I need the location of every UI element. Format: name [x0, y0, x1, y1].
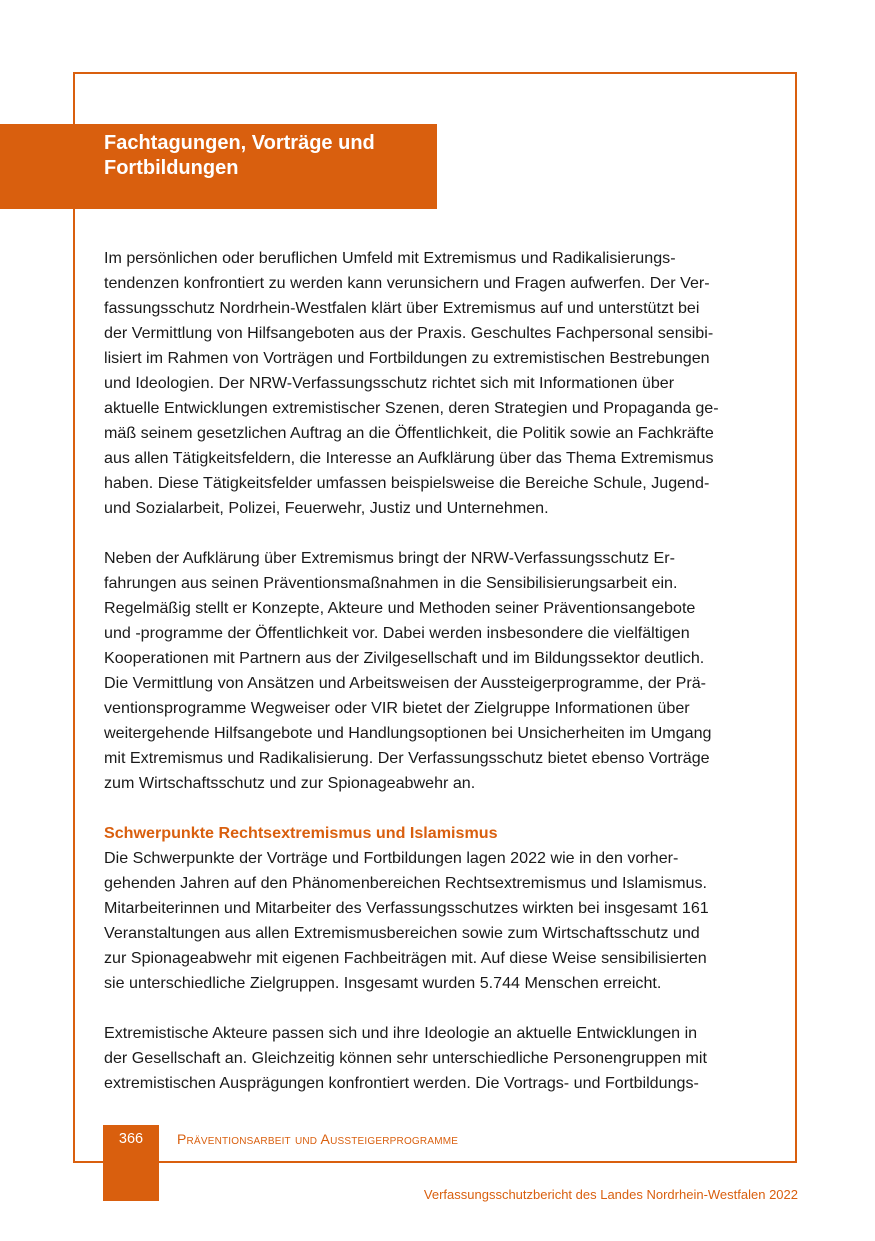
text-line: aktuelle Entwicklungen extremistischer Szenen, deren Strategien und Propaganda ge- [104, 399, 719, 417]
main-text [104, 246, 764, 1121]
text-line: fahrungen aus seinen Präventionsmaßnahmen in die Sensibilisierungsarbeit ein. [104, 574, 678, 592]
running-header-chapter: Präventionsarbeit und Aussteigerprogramme [177, 1131, 459, 1147]
text-line: tendenzen konfrontiert zu werden kann verunsichern und Fragen aufwerfen. Der Ver- [104, 274, 710, 292]
text-line: und Sozialarbeit, Polizei, Feuerwehr, Justiz und Unternehmen. [104, 499, 549, 517]
text-line: Kooperationen mit Partnern aus der Zivilgesellschaft und im Bildungssektor deutlich. [104, 649, 705, 667]
page-number: 366 [118, 1131, 144, 1147]
text-line: Im persönlichen oder beruflichen Umfeld mit Extremismus und Radikalisierungs- [104, 249, 676, 267]
subheading: Schwerpunkte Rechtsextremismus und Islamismus [104, 824, 498, 842]
page-number-tab [103, 1125, 159, 1201]
paragraph-2 [104, 546, 764, 796]
text-line: mit Extremismus und Radikalisierung. Der Verfassungsschutz bietet ebenso Vorträge [104, 749, 710, 767]
text-line: ventionsprogramme Wegweiser oder VIR bietet der Zielgruppe Informationen über [104, 699, 690, 717]
paragraph-1 [104, 246, 764, 521]
text-line: haben. Diese Tätigkeitsfelder umfassen beispielsweise die Bereiche Schule, Jugend- [104, 474, 710, 492]
section-title-line-2: Fortbildungen [104, 157, 239, 179]
text-line: und Ideologien. Der NRW-Verfassungsschutz richtet sich mit Informationen über [104, 374, 675, 392]
text-line: Veranstaltungen aus allen Extremismusbereichen sowie zum Wirtschaftsschutz und [104, 924, 700, 942]
text-line: lisiert im Rahmen von Vorträgen und Fortbildungen zu extremistischen Bestrebungen [104, 349, 710, 367]
text-line: Neben der Aufklärung über Extremismus bringt der NRW-Verfassungsschutz Er- [104, 549, 675, 567]
section-title [104, 131, 437, 181]
text-line: Die Vermittlung von Ansätzen und Arbeitsweisen der Aussteigerprogramme, der Prä- [104, 674, 707, 692]
text-line: Die Schwerpunkte der Vorträge und Fortbildungen lagen 2022 wie in den vorher- [104, 849, 679, 867]
text-line: Extremistische Akteure passen sich und ihre Ideologie an aktuelle Entwicklungen in [104, 1024, 698, 1042]
text-line: zum Wirtschaftsschutz und zur Spionageabwehr an. [104, 774, 476, 792]
text-line: Mitarbeiterinnen und Mitarbeiter des Verfassungsschutzes wirkten bei insgesamt 161 [104, 899, 709, 917]
text-line: gehenden Jahren auf den Phänomenbereichen Rechtsextremismus und Islamismus. [104, 874, 707, 892]
text-line: und -programme der Öffentlichkeit vor. Dabei werden insbesondere die vielfältigen [104, 624, 690, 642]
publication-footer: Verfassungsschutzbericht des Landes Nordrhein-Westfalen 2022 [423, 1187, 798, 1202]
text-line: aus allen Tätigkeitsfeldern, die Interesse an Aufklärung über das Thema Extremismus [104, 449, 714, 467]
paragraph-3 [104, 846, 764, 996]
text-line: weitergehende Hilfsangebote und Handlungsoptionen bei Unsicherheiten im Umgang [104, 724, 712, 742]
paragraph-4 [104, 1021, 764, 1096]
section-title-band [0, 124, 437, 209]
text-line: sie unterschiedliche Zielgruppen. Insgesamt wurden 5.744 Menschen erreicht. [104, 974, 662, 992]
text-line: mäß seinem gesetzlichen Auftrag an die Öffentlichkeit, die Politik sowie an Fachkräfte [104, 424, 714, 442]
section-title-line-1: Fachtagungen, Vorträge und [104, 132, 375, 154]
text-line: der Gesellschaft an. Gleichzeitig können sehr unterschiedliche Personengruppen mit [104, 1049, 707, 1067]
text-line: fassungsschutz Nordrhein-Westfalen klärt über Extremismus auf und unterstützt bei [104, 299, 700, 317]
text-line: zur Spionageabwehr mit eigenen Fachbeiträgen mit. Auf diese Weise sensibilisierten [104, 949, 707, 967]
text-line: Regelmäßig stellt er Konzepte, Akteure und Methoden seiner Präventionsangebote [104, 599, 696, 617]
text-line: extremistischen Ausprägungen konfrontiert werden. Die Vortrags- und Fortbildungs- [104, 1074, 699, 1092]
text-line: der Vermittlung von Hilfsangeboten aus der Praxis. Geschultes Fachpersonal sensibi- [104, 324, 714, 342]
